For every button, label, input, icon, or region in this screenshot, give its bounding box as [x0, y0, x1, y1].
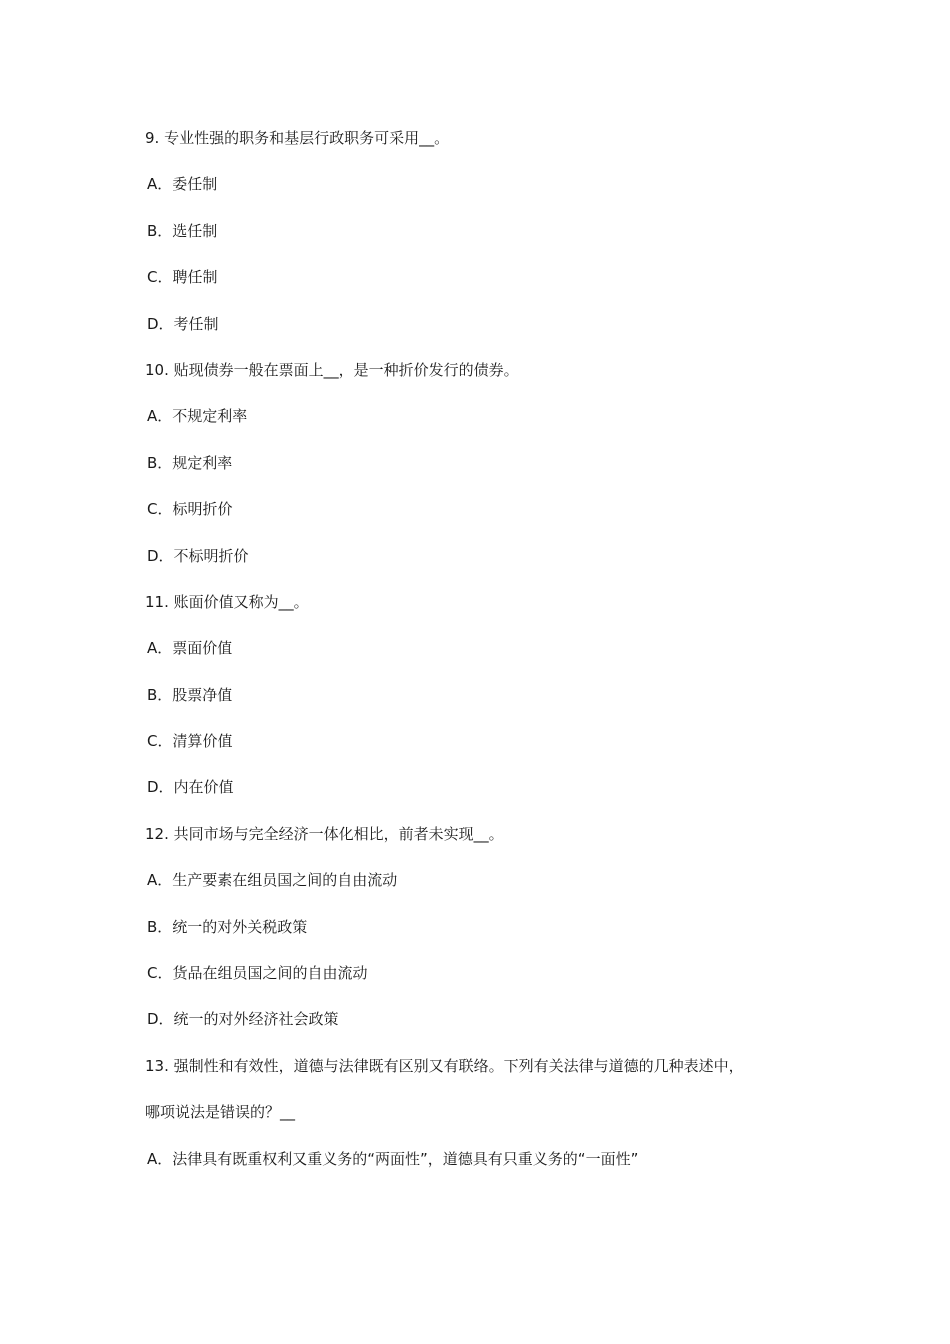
question-9-option-d: D．考任制 — [147, 314, 219, 333]
question-13-stem-continued: 哪项说法是错误的？__ — [145, 1103, 296, 1122]
question-9-option-c: C．聘任制 — [147, 268, 218, 287]
question-10-option-d: D．不标明折价 — [147, 546, 249, 565]
question-12-option-b: B．统一的对外关税政策 — [147, 917, 308, 936]
question-12-option-d: D．统一的对外经济社会政策 — [147, 1010, 339, 1029]
question-11-option-c: C．清算价值 — [147, 732, 233, 751]
question-12-option-a: A．生产要素在组员国之间的自由流动 — [147, 871, 398, 890]
question-13-option-a: A．法律具有既重权利又重义务的“两面性”，道德具有只重义务的“一面性” — [147, 1149, 639, 1168]
question-12-option-c: C．货品在组员国之间的自由流动 — [147, 964, 368, 983]
question-12-stem: 12. 共同市场与完全经济一体化相比，前者未实现__。 — [145, 824, 504, 843]
question-9-stem: 9. 专业性强的职务和基层行政职务可采用__。 — [145, 129, 450, 147]
question-11-stem: 11. 账面价值又称为__。 — [145, 592, 309, 611]
question-9-option-b: B．选任制 — [147, 221, 218, 240]
question-11-option-d: D．内在价值 — [147, 778, 234, 797]
question-11-option-a: A．票面价值 — [147, 639, 233, 658]
question-10-option-c: C．标明折价 — [147, 500, 233, 519]
question-10-option-a: A．不规定利率 — [147, 407, 248, 426]
question-9-option-a: A．委任制 — [147, 175, 218, 194]
question-11-option-b: B．股票净值 — [147, 685, 233, 704]
question-list — [145, 124, 845, 1191]
question-10-stem: 10. 贴现债券一般在票面上__，是一种折价发行的债券。 — [145, 360, 519, 379]
question-10-option-b: B．规定利率 — [147, 453, 233, 472]
question-13-stem: 13. 强制性和有效性，道德与法律既有区别又有联络。下列有关法律与道德的几种表述中， — [145, 1056, 744, 1075]
